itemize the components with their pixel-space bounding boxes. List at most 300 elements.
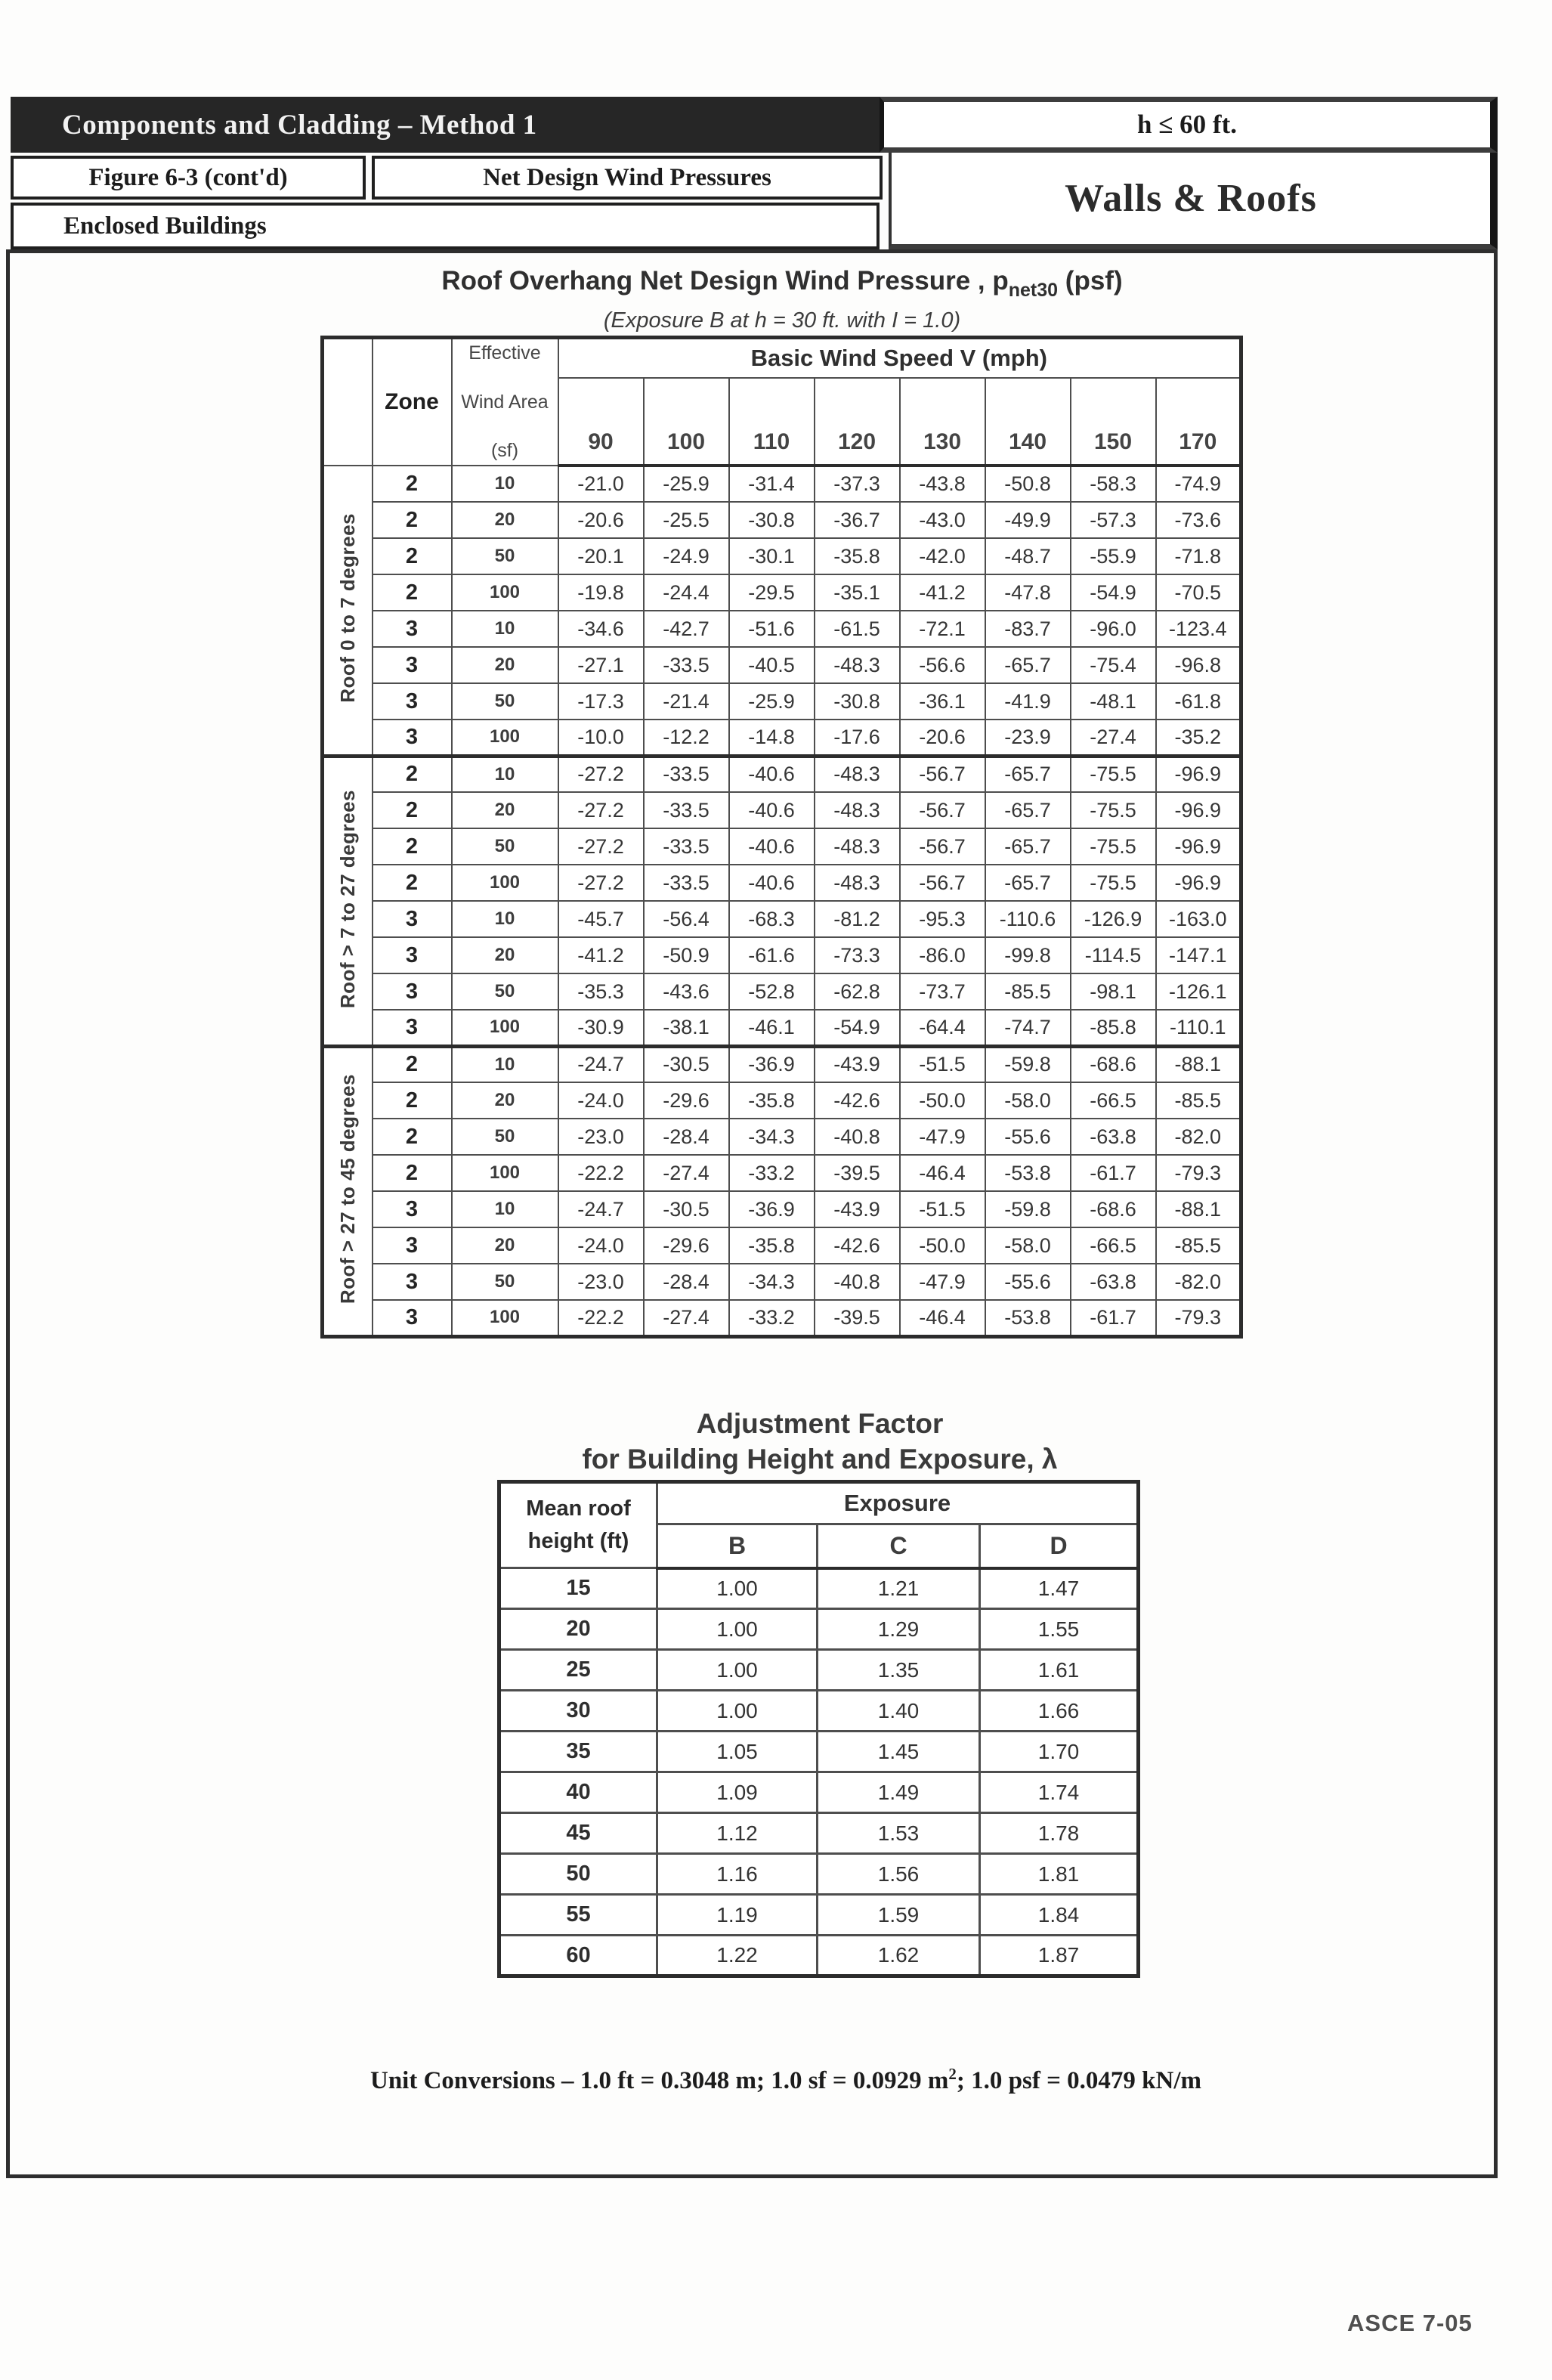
mean-roof-height-header bbox=[499, 1482, 657, 1568]
roof-group-label: Roof 0 to 7 degrees bbox=[335, 513, 359, 704]
pressure-value-cell: -27.1 bbox=[558, 647, 644, 683]
factor-cell: 1.00 bbox=[657, 1650, 818, 1691]
pressure-value-cell: -43.9 bbox=[815, 1046, 900, 1082]
pressure-value-cell: -10.0 bbox=[558, 720, 644, 756]
factor-cell: 1.78 bbox=[980, 1813, 1139, 1854]
zone-cell: 3 bbox=[373, 1010, 452, 1046]
pressure-value-cell: -30.1 bbox=[729, 538, 815, 574]
pressure-value-cell: -19.8 bbox=[558, 574, 644, 611]
pressure-value-cell: -30.8 bbox=[729, 502, 815, 538]
pressure-value-cell: -46.4 bbox=[900, 1300, 985, 1336]
pressure-title-pre: Roof Overhang Net Design Wind Pressure , p bbox=[441, 266, 1009, 296]
pressure-value-cell: -70.5 bbox=[1156, 574, 1241, 611]
zone-cell: 3 bbox=[373, 973, 452, 1010]
pressure-value-cell: -54.9 bbox=[815, 1010, 900, 1046]
speed-header: 110 bbox=[729, 378, 815, 466]
rotation-header-cell bbox=[323, 338, 373, 466]
pressure-row bbox=[323, 1082, 1241, 1119]
pressure-value-cell: -61.5 bbox=[815, 611, 900, 647]
pressure-value-cell: -56.4 bbox=[644, 901, 729, 937]
pressure-value-cell: -48.3 bbox=[815, 792, 900, 828]
pressure-value-cell: -61.7 bbox=[1071, 1155, 1156, 1191]
pressure-value-cell: -21.4 bbox=[644, 683, 729, 720]
pressure-row bbox=[323, 1300, 1241, 1336]
pressure-value-cell: -31.4 bbox=[729, 466, 815, 502]
pressure-value-cell: -24.0 bbox=[558, 1227, 644, 1264]
zone-cell: 3 bbox=[373, 720, 452, 756]
pressure-value-cell: -47.8 bbox=[985, 574, 1071, 611]
roof-group-label: Roof > 27 to 45 degrees bbox=[335, 1074, 359, 1305]
pressure-value-cell: -126.1 bbox=[1156, 973, 1241, 1010]
zone-cell: 2 bbox=[373, 756, 452, 792]
pressure-value-cell: -58.3 bbox=[1071, 466, 1156, 502]
pressure-value-cell: -25.5 bbox=[644, 502, 729, 538]
factor-cell: 1.55 bbox=[980, 1609, 1139, 1650]
pressure-value-cell: -85.5 bbox=[1156, 1227, 1241, 1264]
pressure-value-cell: -96.9 bbox=[1156, 792, 1241, 828]
pressure-value-cell: -65.7 bbox=[985, 828, 1071, 865]
pressure-value-cell: -147.1 bbox=[1156, 937, 1241, 973]
area-header-lines bbox=[453, 339, 558, 465]
pressure-value-cell: -35.8 bbox=[729, 1082, 815, 1119]
pressure-value-cell: -50.9 bbox=[644, 937, 729, 973]
height-limit-text: h ≤ 60 ft. bbox=[1137, 110, 1237, 139]
pressure-value-cell: -81.2 bbox=[815, 901, 900, 937]
pressure-value-cell: -55.9 bbox=[1071, 538, 1156, 574]
pressure-row bbox=[323, 502, 1241, 538]
pressure-value-cell: -24.7 bbox=[558, 1046, 644, 1082]
pressure-value-cell: -36.9 bbox=[729, 1046, 815, 1082]
figure-label: Figure 6-3 (cont'd) bbox=[88, 163, 288, 191]
area-cell: 10 bbox=[452, 901, 558, 937]
speed-header: 140 bbox=[985, 378, 1071, 466]
pressure-value-cell: -51.5 bbox=[900, 1191, 985, 1227]
pressure-value-cell: -34.3 bbox=[729, 1119, 815, 1155]
zone-cell: 2 bbox=[373, 865, 452, 901]
factor-cell: 1.59 bbox=[818, 1895, 980, 1936]
zone-cell: 2 bbox=[373, 828, 452, 865]
pressure-value-cell: -65.7 bbox=[985, 792, 1071, 828]
adjustment-title bbox=[253, 1406, 1387, 1478]
pressure-value-cell: -48.3 bbox=[815, 756, 900, 792]
pressure-row bbox=[323, 756, 1241, 792]
section-title: Components and Cladding – Method 1 bbox=[62, 109, 537, 141]
pressure-value-cell: -33.5 bbox=[644, 647, 729, 683]
pressure-value-cell: -27.4 bbox=[644, 1155, 729, 1191]
unit-conversions-post: ; 1.0 psf = 0.0479 kN/m bbox=[956, 2067, 1201, 2094]
pressure-value-cell: -65.7 bbox=[985, 647, 1071, 683]
area-cell: 50 bbox=[452, 1264, 558, 1300]
adjustment-row bbox=[499, 1772, 1139, 1813]
factor-cell: 1.74 bbox=[980, 1772, 1139, 1813]
pressure-value-cell: -41.9 bbox=[985, 683, 1071, 720]
pressure-value-cell: -40.6 bbox=[729, 865, 815, 901]
pressure-value-cell: -74.7 bbox=[985, 1010, 1071, 1046]
figure-label-cell bbox=[11, 156, 366, 200]
pressure-value-cell: -86.0 bbox=[900, 937, 985, 973]
pressure-table bbox=[320, 336, 1243, 1339]
pressure-value-cell: -85.5 bbox=[985, 973, 1071, 1010]
pressure-row bbox=[323, 720, 1241, 756]
pressure-value-cell: -37.3 bbox=[815, 466, 900, 502]
pressure-value-cell: -41.2 bbox=[558, 937, 644, 973]
pressure-value-cell: -46.1 bbox=[729, 1010, 815, 1046]
pressure-row bbox=[323, 574, 1241, 611]
pressure-value-cell: -17.3 bbox=[558, 683, 644, 720]
pressure-value-cell: -53.8 bbox=[985, 1300, 1071, 1336]
pressure-value-cell: -12.2 bbox=[644, 720, 729, 756]
pressure-value-cell: -22.2 bbox=[558, 1300, 644, 1336]
area-cell: 20 bbox=[452, 647, 558, 683]
area-cell: 10 bbox=[452, 466, 558, 502]
roof-group-cell bbox=[323, 466, 373, 756]
pressure-row bbox=[323, 466, 1241, 502]
area-cell: 100 bbox=[452, 865, 558, 901]
pressure-value-cell: -65.7 bbox=[985, 756, 1071, 792]
height-cell: 20 bbox=[499, 1609, 657, 1650]
pressure-value-cell: -21.0 bbox=[558, 466, 644, 502]
area-header-line1: Effective bbox=[468, 342, 541, 364]
pressure-value-cell: -72.1 bbox=[900, 611, 985, 647]
pressure-value-cell: -22.2 bbox=[558, 1155, 644, 1191]
factor-cell: 1.47 bbox=[980, 1568, 1139, 1609]
pressure-value-cell: -54.9 bbox=[1071, 574, 1156, 611]
pressure-value-cell: -82.0 bbox=[1156, 1119, 1241, 1155]
pressure-row bbox=[323, 1046, 1241, 1082]
zone-cell: 3 bbox=[373, 647, 452, 683]
pressure-value-cell: -96.9 bbox=[1156, 756, 1241, 792]
factor-cell: 1.21 bbox=[818, 1568, 980, 1609]
pressure-value-cell: -20.1 bbox=[558, 538, 644, 574]
pressure-value-cell: -66.5 bbox=[1071, 1227, 1156, 1264]
pressure-title-subscript: net30 bbox=[1008, 280, 1059, 301]
area-cell: 10 bbox=[452, 1191, 558, 1227]
pressure-table-title bbox=[215, 266, 1349, 302]
pressure-value-cell: -85.5 bbox=[1156, 1082, 1241, 1119]
pressure-table-condition: (Exposure B at h = 30 ft. with I = 1.0) bbox=[603, 308, 961, 333]
pressure-value-cell: -75.5 bbox=[1071, 792, 1156, 828]
pressure-row bbox=[323, 1227, 1241, 1264]
pressure-value-cell: -38.1 bbox=[644, 1010, 729, 1046]
pressure-value-cell: -75.5 bbox=[1071, 865, 1156, 901]
factor-cell: 1.61 bbox=[980, 1650, 1139, 1691]
pressure-value-cell: -64.4 bbox=[900, 1010, 985, 1046]
pressure-value-cell: -47.9 bbox=[900, 1264, 985, 1300]
pressure-value-cell: -114.5 bbox=[1071, 937, 1156, 973]
pressure-value-cell: -96.9 bbox=[1156, 865, 1241, 901]
zone-header: Zone bbox=[373, 338, 452, 466]
factor-cell: 1.29 bbox=[818, 1609, 980, 1650]
building-type-cell bbox=[11, 203, 880, 249]
pressure-value-cell: -39.5 bbox=[815, 1155, 900, 1191]
pressure-value-cell: -24.9 bbox=[644, 538, 729, 574]
pressure-header-row-1 bbox=[323, 338, 1241, 379]
pressure-value-cell: -25.9 bbox=[729, 683, 815, 720]
speed-header: 150 bbox=[1071, 378, 1156, 466]
area-cell: 50 bbox=[452, 973, 558, 1010]
pressure-table-body bbox=[323, 466, 1241, 1336]
pressure-value-cell: -52.8 bbox=[729, 973, 815, 1010]
roof-group-cell bbox=[323, 1046, 373, 1336]
pressure-value-cell: -61.8 bbox=[1156, 683, 1241, 720]
factor-cell: 1.45 bbox=[818, 1732, 980, 1772]
adjustment-row bbox=[499, 1609, 1139, 1650]
pressure-value-cell: -40.6 bbox=[729, 792, 815, 828]
pressure-value-cell: -56.7 bbox=[900, 756, 985, 792]
scope-text: Walls & Roofs bbox=[1065, 177, 1317, 220]
pressure-value-cell: -49.9 bbox=[985, 502, 1071, 538]
pressure-value-cell: -28.4 bbox=[644, 1119, 729, 1155]
pressure-row bbox=[323, 683, 1241, 720]
zone-cell: 2 bbox=[373, 1046, 452, 1082]
pressure-value-cell: -27.2 bbox=[558, 792, 644, 828]
pressure-value-cell: -35.2 bbox=[1156, 720, 1241, 756]
pressure-value-cell: -33.2 bbox=[729, 1300, 815, 1336]
pressure-value-cell: -42.6 bbox=[815, 1082, 900, 1119]
pressure-value-cell: -36.7 bbox=[815, 502, 900, 538]
unit-conversions-pre: Unit Conversions – 1.0 ft = 0.3048 m; 1.0 sf = 0.0929 m bbox=[370, 2067, 949, 2094]
pressure-value-cell: -48.1 bbox=[1071, 683, 1156, 720]
area-header bbox=[452, 338, 558, 466]
pressure-value-cell: -96.9 bbox=[1156, 828, 1241, 865]
pressure-value-cell: -75.4 bbox=[1071, 647, 1156, 683]
pressure-value-cell: -59.8 bbox=[985, 1046, 1071, 1082]
pressure-value-cell: -79.3 bbox=[1156, 1300, 1241, 1336]
factor-cell: 1.84 bbox=[980, 1895, 1139, 1936]
height-cell: 15 bbox=[499, 1568, 657, 1609]
pressure-value-cell: -24.4 bbox=[644, 574, 729, 611]
pressure-value-cell: -27.4 bbox=[644, 1300, 729, 1336]
scope-cell bbox=[889, 153, 1498, 249]
adjustment-row bbox=[499, 1936, 1139, 1976]
pressure-value-cell: -34.3 bbox=[729, 1264, 815, 1300]
pressure-value-cell: -50.0 bbox=[900, 1227, 985, 1264]
adjustment-header-row-1 bbox=[499, 1482, 1139, 1524]
pressure-value-cell: -56.7 bbox=[900, 865, 985, 901]
adjustment-title-line2: for Building Height and Exposure, λ bbox=[582, 1444, 1058, 1475]
pressure-value-cell: -23.9 bbox=[985, 720, 1071, 756]
pressure-value-cell: -42.6 bbox=[815, 1227, 900, 1264]
height-cell: 50 bbox=[499, 1854, 657, 1895]
adjustment-table-container bbox=[497, 1480, 1140, 1978]
area-cell: 100 bbox=[452, 720, 558, 756]
factor-cell: 1.16 bbox=[657, 1854, 818, 1895]
pressure-row bbox=[323, 1191, 1241, 1227]
adjustment-row bbox=[499, 1895, 1139, 1936]
factor-cell: 1.81 bbox=[980, 1854, 1139, 1895]
zone-cell: 3 bbox=[373, 1227, 452, 1264]
pressure-value-cell: -23.0 bbox=[558, 1264, 644, 1300]
pressure-value-cell: -85.8 bbox=[1071, 1010, 1156, 1046]
pressure-value-cell: -48.7 bbox=[985, 538, 1071, 574]
area-cell: 100 bbox=[452, 1010, 558, 1046]
mrh-line1: Mean roof bbox=[526, 1496, 631, 1521]
adjustment-row bbox=[499, 1691, 1139, 1732]
factor-cell: 1.62 bbox=[818, 1936, 980, 1976]
factor-cell: 1.19 bbox=[657, 1895, 818, 1936]
pressure-value-cell: -33.5 bbox=[644, 792, 729, 828]
zone-cell: 3 bbox=[373, 611, 452, 647]
pressure-row bbox=[323, 865, 1241, 901]
pressure-value-cell: -79.3 bbox=[1156, 1155, 1241, 1191]
section-title-bar bbox=[11, 97, 880, 153]
area-header-line3: (sf) bbox=[490, 440, 519, 461]
pressure-value-cell: -71.8 bbox=[1156, 538, 1241, 574]
area-cell: 100 bbox=[452, 1155, 558, 1191]
pressure-value-cell: -25.9 bbox=[644, 466, 729, 502]
pressure-value-cell: -17.6 bbox=[815, 720, 900, 756]
pressure-row bbox=[323, 538, 1241, 574]
pressure-value-cell: -35.3 bbox=[558, 973, 644, 1010]
pressure-row bbox=[323, 937, 1241, 973]
pressure-value-cell: -33.5 bbox=[644, 865, 729, 901]
exposure-col-header: B bbox=[657, 1524, 818, 1568]
zone-cell: 2 bbox=[373, 1119, 452, 1155]
factor-cell: 1.12 bbox=[657, 1813, 818, 1854]
factor-cell: 1.70 bbox=[980, 1732, 1139, 1772]
pressure-row bbox=[323, 792, 1241, 828]
area-header-line2: Wind Area bbox=[461, 391, 549, 413]
pressure-value-cell: -48.3 bbox=[815, 647, 900, 683]
area-cell: 50 bbox=[452, 683, 558, 720]
adjustment-table-body bbox=[499, 1568, 1139, 1976]
pressure-value-cell: -35.8 bbox=[729, 1227, 815, 1264]
pressure-value-cell: -61.6 bbox=[729, 937, 815, 973]
speed-group-header: Basic Wind Speed V (mph) bbox=[558, 338, 1241, 379]
pressure-value-cell: -40.6 bbox=[729, 828, 815, 865]
pressure-value-cell: -40.8 bbox=[815, 1264, 900, 1300]
pressure-value-cell: -55.6 bbox=[985, 1119, 1071, 1155]
pressure-value-cell: -51.5 bbox=[900, 1046, 985, 1082]
building-type: Enclosed Buildings bbox=[63, 212, 267, 240]
pressure-value-cell: -68.6 bbox=[1071, 1046, 1156, 1082]
zone-cell: 3 bbox=[373, 937, 452, 973]
mrh-line2: height (ft) bbox=[527, 1529, 629, 1553]
zone-cell: 2 bbox=[373, 1082, 452, 1119]
pressure-value-cell: -42.0 bbox=[900, 538, 985, 574]
pressure-value-cell: -110.6 bbox=[985, 901, 1071, 937]
pressure-value-cell: -47.9 bbox=[900, 1119, 985, 1155]
area-cell: 50 bbox=[452, 1119, 558, 1155]
factor-cell: 1.66 bbox=[980, 1691, 1139, 1732]
speed-header: 90 bbox=[558, 378, 644, 466]
pressure-value-cell: -58.0 bbox=[985, 1082, 1071, 1119]
area-cell: 50 bbox=[452, 828, 558, 865]
figure-subtitle: Net Design Wind Pressures bbox=[483, 163, 771, 191]
pressure-table-container bbox=[320, 336, 1243, 1339]
figure-subtitle-cell bbox=[372, 156, 883, 200]
pressure-value-cell: -30.5 bbox=[644, 1046, 729, 1082]
pressure-value-cell: -43.9 bbox=[815, 1191, 900, 1227]
height-cell: 30 bbox=[499, 1691, 657, 1732]
pressure-value-cell: -27.2 bbox=[558, 828, 644, 865]
height-cell: 55 bbox=[499, 1895, 657, 1936]
area-cell: 20 bbox=[452, 1082, 558, 1119]
pressure-row bbox=[323, 1119, 1241, 1155]
speed-header: 100 bbox=[644, 378, 729, 466]
zone-cell: 2 bbox=[373, 792, 452, 828]
height-cell: 40 bbox=[499, 1772, 657, 1813]
pressure-value-cell: -48.3 bbox=[815, 828, 900, 865]
pressure-value-cell: -30.8 bbox=[815, 683, 900, 720]
pressure-row bbox=[323, 973, 1241, 1010]
pressure-value-cell: -98.1 bbox=[1071, 973, 1156, 1010]
pressure-row bbox=[323, 647, 1241, 683]
pressure-row bbox=[323, 611, 1241, 647]
pressure-value-cell: -48.3 bbox=[815, 865, 900, 901]
pressure-value-cell: -66.5 bbox=[1071, 1082, 1156, 1119]
pressure-value-cell: -99.8 bbox=[985, 937, 1071, 973]
speed-header: 130 bbox=[900, 378, 985, 466]
pressure-value-cell: -73.3 bbox=[815, 937, 900, 973]
pressure-value-cell: -95.3 bbox=[900, 901, 985, 937]
zone-cell: 3 bbox=[373, 683, 452, 720]
pressure-value-cell: -27.2 bbox=[558, 865, 644, 901]
pressure-value-cell: -75.5 bbox=[1071, 828, 1156, 865]
zone-cell: 3 bbox=[373, 1300, 452, 1336]
pressure-value-cell: -29.6 bbox=[644, 1227, 729, 1264]
area-cell: 100 bbox=[452, 574, 558, 611]
pressure-value-cell: -27.2 bbox=[558, 756, 644, 792]
pressure-row bbox=[323, 828, 1241, 865]
pressure-value-cell: -35.8 bbox=[815, 538, 900, 574]
pressure-value-cell: -65.7 bbox=[985, 865, 1071, 901]
pressure-value-cell: -61.7 bbox=[1071, 1300, 1156, 1336]
adjustment-row bbox=[499, 1813, 1139, 1854]
pressure-value-cell: -88.1 bbox=[1156, 1046, 1241, 1082]
zone-cell: 3 bbox=[373, 901, 452, 937]
unit-conversions bbox=[219, 2065, 1353, 2095]
factor-cell: 1.00 bbox=[657, 1609, 818, 1650]
pressure-value-cell: -57.3 bbox=[1071, 502, 1156, 538]
factor-cell: 1.40 bbox=[818, 1691, 980, 1732]
zone-cell: 2 bbox=[373, 538, 452, 574]
pressure-value-cell: -24.7 bbox=[558, 1191, 644, 1227]
pressure-value-cell: -82.0 bbox=[1156, 1264, 1241, 1300]
exposure-header: Exposure bbox=[657, 1482, 1139, 1524]
pressure-value-cell: -35.1 bbox=[815, 574, 900, 611]
pressure-value-cell: -39.5 bbox=[815, 1300, 900, 1336]
area-cell: 10 bbox=[452, 611, 558, 647]
pressure-value-cell: -73.6 bbox=[1156, 502, 1241, 538]
pressure-value-cell: -88.1 bbox=[1156, 1191, 1241, 1227]
factor-cell: 1.05 bbox=[657, 1732, 818, 1772]
roof-group-label: Roof > 7 to 27 degrees bbox=[335, 789, 359, 1009]
height-limit-cell bbox=[880, 97, 1498, 153]
factor-cell: 1.87 bbox=[980, 1936, 1139, 1976]
pressure-value-cell: -56.6 bbox=[900, 647, 985, 683]
pressure-value-cell: -68.3 bbox=[729, 901, 815, 937]
area-cell: 10 bbox=[452, 756, 558, 792]
pressure-value-cell: -43.8 bbox=[900, 466, 985, 502]
pressure-value-cell: -42.7 bbox=[644, 611, 729, 647]
zone-cell: 3 bbox=[373, 1191, 452, 1227]
pressure-row bbox=[323, 1155, 1241, 1191]
pressure-value-cell: -27.4 bbox=[1071, 720, 1156, 756]
area-cell: 20 bbox=[452, 502, 558, 538]
pressure-value-cell: -45.7 bbox=[558, 901, 644, 937]
pressure-value-cell: -41.2 bbox=[900, 574, 985, 611]
pressure-value-cell: -29.5 bbox=[729, 574, 815, 611]
exposure-col-header: D bbox=[980, 1524, 1139, 1568]
pressure-value-cell: -23.0 bbox=[558, 1119, 644, 1155]
pressure-value-cell: -40.8 bbox=[815, 1119, 900, 1155]
pressure-value-cell: -74.9 bbox=[1156, 466, 1241, 502]
zone-cell: 2 bbox=[373, 1155, 452, 1191]
height-cell: 25 bbox=[499, 1650, 657, 1691]
pressure-value-cell: -33.5 bbox=[644, 828, 729, 865]
pressure-value-cell: -29.6 bbox=[644, 1082, 729, 1119]
